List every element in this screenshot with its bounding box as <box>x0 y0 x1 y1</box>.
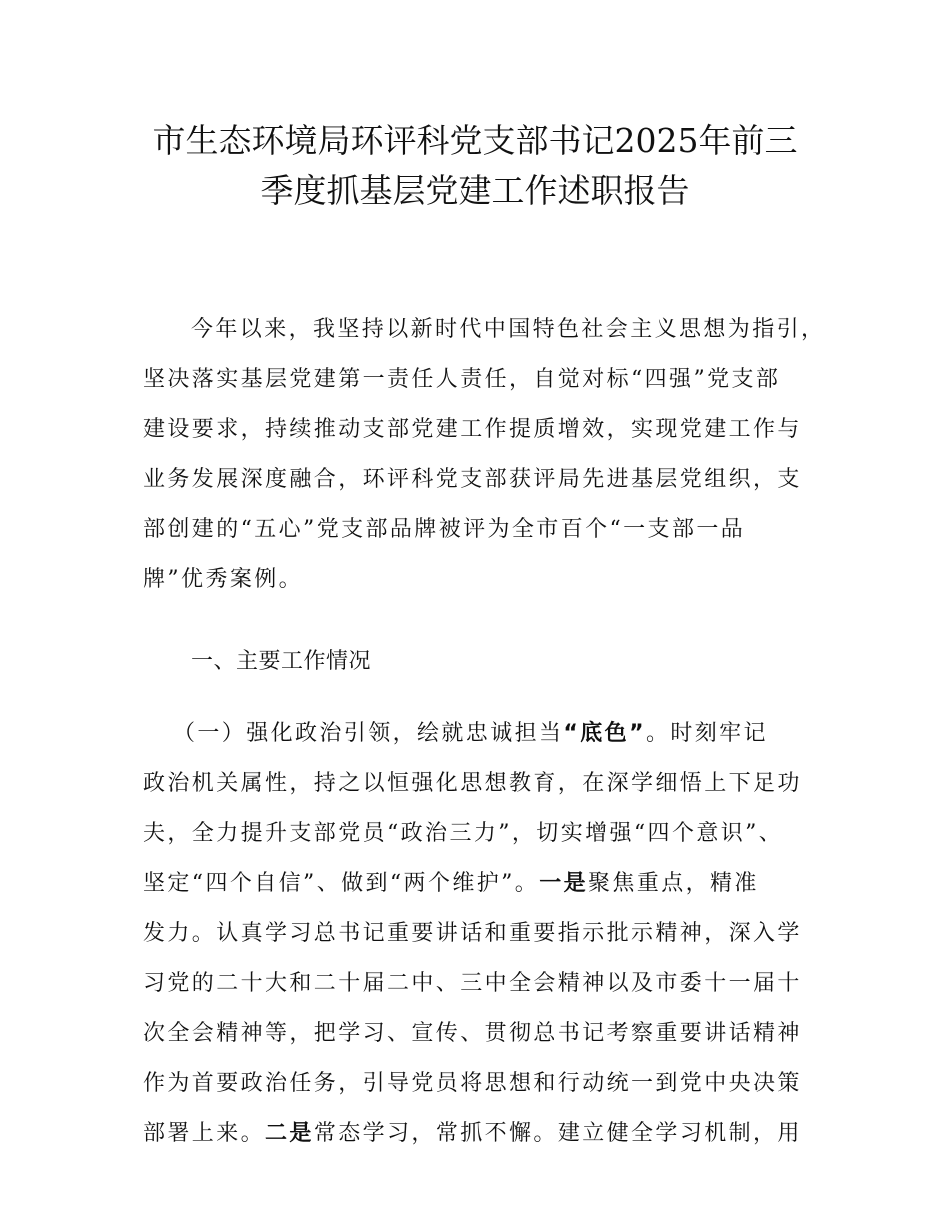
paragraph-line: 作为首要政治任务，引导党员将思想和行动统一到党中央决策 <box>143 1071 802 1096</box>
paragraph-line: 习党的二十大和二十届二中、三中全会精神以及市委十一届十 <box>143 971 802 996</box>
paragraph-line: 坚决落实基层党建第一责任人责任，自觉对标“四强”党支部 <box>143 367 781 392</box>
paragraph-line <box>143 859 833 909</box>
document-title <box>100 117 850 217</box>
emphasis-text: 二是 <box>265 1121 314 1146</box>
document-body <box>143 305 833 1159</box>
paragraph-line: 部创建的“五心”党支部品牌被评为全市百个“一支部一品 <box>143 517 746 542</box>
text-span: 聚焦重点，精准 <box>588 871 759 896</box>
paragraph-line <box>143 1109 833 1159</box>
emphasis-text: 一是 <box>539 871 589 896</box>
title-line-2: 季度抓基层党建工作述职报告 <box>260 171 690 210</box>
paragraph-line: 今年以来，我坚持以新时代中国特色社会主义思想为指引， <box>191 317 826 342</box>
text-span: 。时刻牢记 <box>645 721 768 746</box>
intro-paragraph <box>143 305 833 605</box>
paragraph-line: 政治机关属性，持之以恒强化思想教育，在深学细悟上下足功 <box>143 771 802 796</box>
paragraph-line: 业务发展深度融合，环评科党支部获评局先进基层党组织，支 <box>143 467 802 492</box>
paragraph-line: 次全会精神等，把学习、宣传、贯彻总书记考察重要讲话精神 <box>143 1021 802 1046</box>
text-span: 坚定“四个自信”、做到“两个维护”。 <box>143 871 540 896</box>
spacer <box>143 605 833 637</box>
paragraph-line: 牌”优秀案例。 <box>143 567 304 592</box>
section-heading: 一、主要工作情况 <box>191 649 372 674</box>
text-span: 常态学习，常抓不懈。建立健全学习机制，用 <box>313 1121 802 1146</box>
title-line-1: 市生态环境局环评科党支部书记2025年前三 <box>152 121 798 160</box>
emphasis-text: “底色” <box>563 721 646 746</box>
spacer <box>143 687 833 709</box>
subsection-title: （一）强化政治引领，绘就忠诚担当 <box>173 721 564 746</box>
subsection-paragraph <box>143 709 833 1159</box>
paragraph-line <box>143 709 833 759</box>
paragraph-line: 建设要求，持续推动支部党建工作提质增效，实现党建工作与 <box>143 417 802 442</box>
paragraph-line: 夫，全力提升支部党员“政治三力”，切实增强“四个意识”、 <box>143 821 784 846</box>
text-span: 部署上来。 <box>143 1121 266 1146</box>
paragraph-line: 发力。认真学习总书记重要讲话和重要指示批示精神，深入学 <box>143 921 802 946</box>
